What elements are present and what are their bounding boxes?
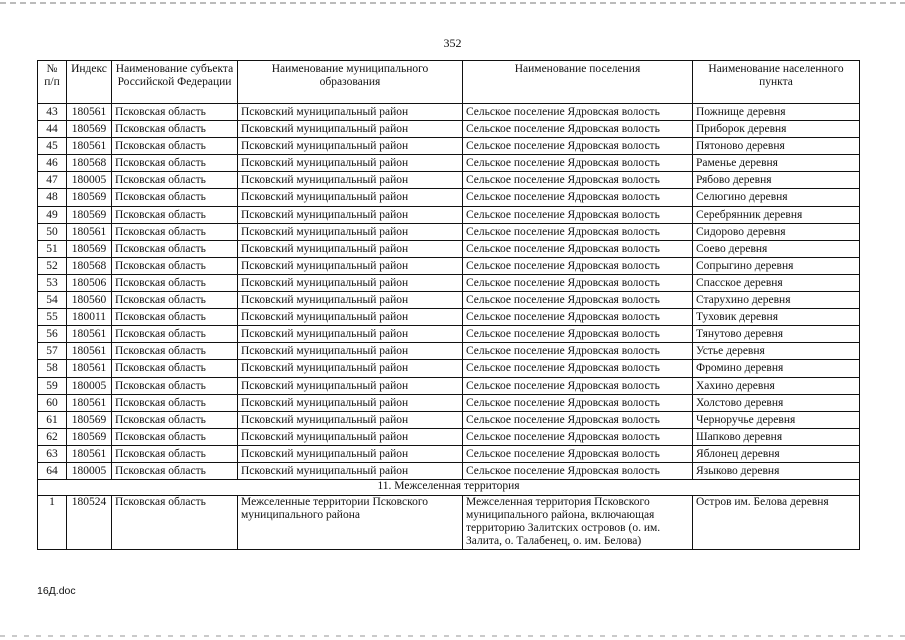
cell-num: 54 [38,292,67,309]
cell-municipal: Псковский муниципальный район [238,155,463,172]
cell-index: 180569 [67,240,112,257]
cell-index: 180568 [67,257,112,274]
cell-num: 62 [38,428,67,445]
table-row [38,428,860,445]
cell-municipal: Межселенные территории Псковского муниципального района [238,496,463,550]
cell-settlement: Сельское поселение Ядровская волость [463,343,693,360]
cell-municipal: Псковский муниципальный район [238,394,463,411]
table-row [38,206,860,223]
cell-settlement: Сельское поселение Ядровская волость [463,121,693,138]
cell-locality: Яблонец деревня [693,445,860,462]
cell-index: 180561 [67,394,112,411]
table-row [38,445,860,462]
cell-municipal: Псковский муниципальный район [238,445,463,462]
cell-num: 44 [38,121,67,138]
cell-index: 180561 [67,360,112,377]
cell-num: 43 [38,104,67,121]
cell-settlement: Сельское поселение Ядровская волость [463,104,693,121]
cell-subject: Псковская область [112,121,238,138]
cell-index: 180561 [67,104,112,121]
cell-index: 180569 [67,428,112,445]
cell-num: 61 [38,411,67,428]
cell-locality: Пятоново деревня [693,138,860,155]
cell-settlement: Сельское поселение Ядровская волость [463,189,693,206]
table-row [38,360,860,377]
cell-subject: Псковская область [112,326,238,343]
cell-subject: Псковская область [112,462,238,479]
cell-index: 180561 [67,343,112,360]
cell-municipal: Псковский муниципальный район [238,138,463,155]
table-row [38,377,860,394]
table-row [38,223,860,240]
cell-index: 180569 [67,121,112,138]
header-subject: Наименование субъекта Российской Федерации [112,61,238,104]
cell-municipal: Псковский муниципальный район [238,411,463,428]
cell-municipal: Псковский муниципальный район [238,240,463,257]
cell-locality: Приборок деревня [693,121,860,138]
cell-num: 60 [38,394,67,411]
cell-locality: Сидорово деревня [693,223,860,240]
cell-settlement: Сельское поселение Ядровская волость [463,309,693,326]
page-number: 352 [443,36,462,50]
cell-subject: Псковская область [112,360,238,377]
table-row [38,240,860,257]
cell-subject: Псковская область [112,223,238,240]
cell-settlement: Сельское поселение Ядровская волость [463,257,693,274]
table-row [38,274,860,291]
table-row [38,326,860,343]
cell-settlement: Сельское поселение Ядровская волость [463,223,693,240]
scan-artifact-bottom [0,635,905,637]
cell-settlement: Сельское поселение Ядровская волость [463,155,693,172]
cell-municipal: Псковский муниципальный район [238,292,463,309]
cell-subject: Псковская область [112,377,238,394]
cell-locality: Хахино деревня [693,377,860,394]
cell-settlement: Сельское поселение Ядровская волость [463,172,693,189]
cell-locality: Холстово деревня [693,394,860,411]
cell-subject: Псковская область [112,292,238,309]
cell-index: 180569 [67,206,112,223]
cell-settlement: Сельское поселение Ядровская волость [463,326,693,343]
cell-locality: Серебрянник деревня [693,206,860,223]
cell-num: 51 [38,240,67,257]
cell-index: 180561 [67,445,112,462]
cell-index: 180011 [67,309,112,326]
table-row [38,138,860,155]
cell-municipal: Псковский муниципальный район [238,377,463,394]
cell-subject: Псковская область [112,172,238,189]
cell-subject: Псковская область [112,257,238,274]
cell-settlement: Сельское поселение Ядровская волость [463,206,693,223]
cell-municipal: Псковский муниципальный район [238,309,463,326]
cell-municipal: Псковский муниципальный район [238,206,463,223]
cell-municipal: Псковский муниципальный район [238,223,463,240]
cell-num: 50 [38,223,67,240]
cell-settlement: Сельское поселение Ядровская волость [463,428,693,445]
cell-num: 47 [38,172,67,189]
cell-num: 52 [38,257,67,274]
cell-subject: Псковская область [112,138,238,155]
cell-subject: Псковская область [112,411,238,428]
cell-subject: Псковская область [112,496,238,550]
cell-locality: Рябово деревня [693,172,860,189]
footer-filename: 16Д.doc [37,585,76,597]
cell-municipal: Псковский муниципальный район [238,343,463,360]
table-row [38,257,860,274]
cell-subject: Псковская область [112,445,238,462]
cell-municipal: Псковский муниципальный район [238,121,463,138]
scan-artifact-top [0,2,905,4]
table-row [38,189,860,206]
cell-locality: Тянутово деревня [693,326,860,343]
cell-num: 1 [38,496,67,550]
table-row [38,343,860,360]
cell-locality: Черноручье деревня [693,411,860,428]
cell-subject: Псковская область [112,240,238,257]
cell-settlement: Сельское поселение Ядровская волость [463,377,693,394]
cell-num: 48 [38,189,67,206]
cell-locality: Раменье деревня [693,155,860,172]
cell-locality: Туховик деревня [693,309,860,326]
cell-municipal: Псковский муниципальный район [238,274,463,291]
cell-index: 180005 [67,172,112,189]
header-municipal: Наименование муниципального образования [238,61,463,104]
section-title: 11. Межселенная территория [38,480,860,496]
header-num: № п/п [38,61,67,104]
cell-locality: Шапково деревня [693,428,860,445]
cell-num: 53 [38,274,67,291]
cell-municipal: Псковский муниципальный район [238,428,463,445]
table-header-row [38,61,860,104]
cell-subject: Псковская область [112,343,238,360]
cell-settlement: Сельское поселение Ядровская волость [463,240,693,257]
cell-settlement: Сельское поселение Ядровская волость [463,411,693,428]
cell-num: 59 [38,377,67,394]
cell-num: 63 [38,445,67,462]
cell-index: 180506 [67,274,112,291]
cell-subject: Псковская область [112,155,238,172]
cell-num: 55 [38,309,67,326]
table-row [38,104,860,121]
cell-num: 64 [38,462,67,479]
cell-locality: Селюгино деревня [693,189,860,206]
locality-register-table [37,60,860,550]
cell-locality: Языково деревня [693,462,860,479]
cell-index: 180569 [67,189,112,206]
section-header-row [38,480,860,496]
cell-municipal: Псковский муниципальный район [238,326,463,343]
table-row [38,411,860,428]
cell-locality: Устье деревня [693,343,860,360]
cell-locality: Сопрыгино деревня [693,257,860,274]
cell-num: 46 [38,155,67,172]
table-row [38,496,860,550]
cell-settlement: Сельское поселение Ядровская волость [463,394,693,411]
cell-settlement: Межселенная территория Псковского муниципального района, включающая территорию Залитских островов (о. им. Залита, о. Талабенец, о. им. Белова) [463,496,693,550]
cell-locality: Остров им. Белова деревня [693,496,860,550]
cell-subject: Псковская область [112,394,238,411]
cell-index: 180005 [67,462,112,479]
cell-settlement: Сельское поселение Ядровская волость [463,360,693,377]
cell-settlement: Сельское поселение Ядровская волость [463,445,693,462]
table-row [38,462,860,479]
cell-locality: Пожнище деревня [693,104,860,121]
cell-subject: Псковская область [112,104,238,121]
cell-index: 180568 [67,155,112,172]
cell-subject: Псковская область [112,274,238,291]
cell-settlement: Сельское поселение Ядровская волость [463,138,693,155]
cell-index: 180561 [67,223,112,240]
table-row [38,121,860,138]
cell-municipal: Псковский муниципальный район [238,257,463,274]
cell-municipal: Псковский муниципальный район [238,104,463,121]
cell-num: 56 [38,326,67,343]
table-row [38,155,860,172]
cell-municipal: Псковский муниципальный район [238,360,463,377]
table-row [38,309,860,326]
header-locality: Наименование населенного пункта [693,61,860,104]
cell-subject: Псковская область [112,189,238,206]
cell-index: 180524 [67,496,112,550]
cell-municipal: Псковский муниципальный район [238,189,463,206]
header-settlement: Наименование поселения [463,61,693,104]
cell-municipal: Псковский муниципальный район [238,172,463,189]
cell-subject: Псковская область [112,428,238,445]
cell-locality: Старухино деревня [693,292,860,309]
cell-index: 180561 [67,138,112,155]
cell-index: 180005 [67,377,112,394]
cell-subject: Псковская область [112,309,238,326]
cell-index: 180561 [67,326,112,343]
cell-num: 58 [38,360,67,377]
table-row [38,172,860,189]
header-index: Индекс [67,61,112,104]
cell-num: 57 [38,343,67,360]
cell-locality: Соево деревня [693,240,860,257]
table-row [38,394,860,411]
cell-num: 49 [38,206,67,223]
cell-settlement: Сельское поселение Ядровская волость [463,274,693,291]
cell-subject: Псковская область [112,206,238,223]
cell-locality: Спасское деревня [693,274,860,291]
cell-locality: Фромино деревня [693,360,860,377]
cell-index: 180560 [67,292,112,309]
cell-settlement: Сельское поселение Ядровская волость [463,462,693,479]
cell-municipal: Псковский муниципальный район [238,462,463,479]
cell-settlement: Сельское поселение Ядровская волость [463,292,693,309]
cell-num: 45 [38,138,67,155]
cell-index: 180569 [67,411,112,428]
table-row [38,292,860,309]
